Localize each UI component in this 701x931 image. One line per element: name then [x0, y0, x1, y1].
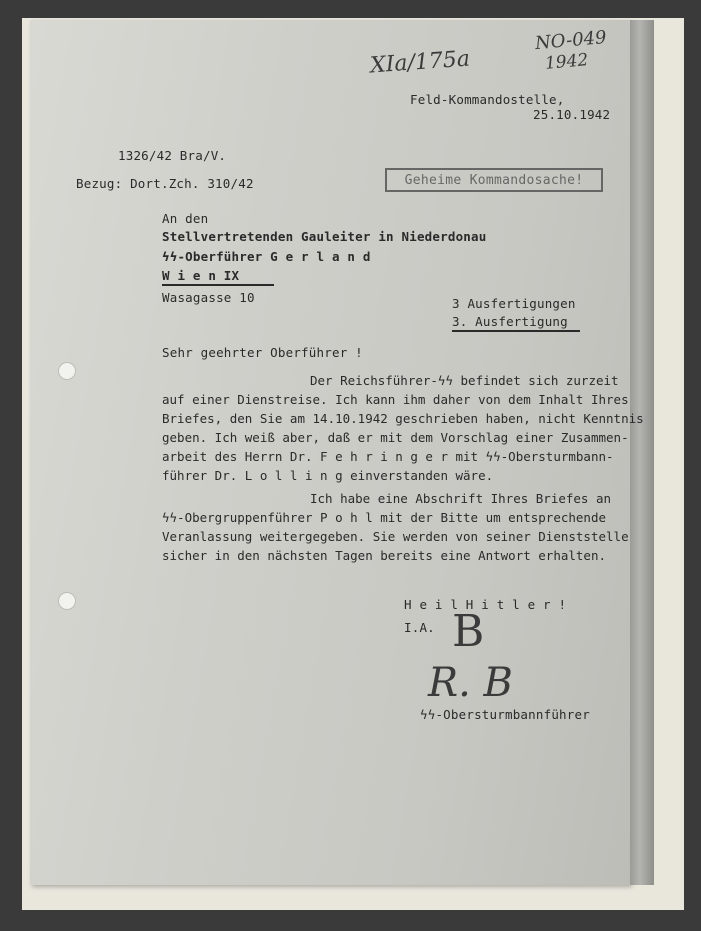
body-line: sicher in den nächsten Tagen bereits eine Antwort erhalten.	[162, 548, 607, 563]
body-line: arbeit des Herrn Dr. F e h r i n g e r mit ϟϟ-Obersturmbann-	[162, 449, 614, 464]
body-line: Briefes, den Sie am 14.10.1942 geschrieben haben, nicht Kenntnis	[162, 411, 644, 426]
reference-bezug: Bezug: Dort.Zch. 310/42	[76, 176, 254, 191]
copy-number: 3. Ausfertigung	[452, 314, 580, 332]
salutation: Sehr geehrter Oberführer !	[162, 345, 363, 360]
copies-total: 3 Ausfertigungen	[452, 296, 576, 311]
signatory-rank: ϟϟ-Obersturmbannführer	[420, 707, 590, 722]
letter-place: Feld-Kommandostelle,	[410, 92, 565, 107]
body-line: auf einer Dienstreise. Ich kann ihm daher von dem Inhalt Ihres	[162, 392, 629, 407]
body-line: Veranlassung weitergegeben. Sie werden von seiner Dienststelle	[162, 529, 629, 544]
handwritten-file-reference: XIa/175a	[369, 46, 471, 79]
address-line-4: W i e n IX	[162, 268, 274, 286]
body-line: führer Dr. L o l l i n g einverstanden wäre.	[162, 468, 494, 483]
closing-greeting: H e i l H i t l e r !	[404, 597, 567, 612]
body-line: ϟϟ-Obergruppenführer P o h l mit der Bitte um entsprechende	[162, 510, 607, 525]
body-paragraph-2	[162, 489, 642, 565]
address-line-1: An den	[162, 211, 209, 226]
classification-stamp: Geheime Kommandosache!	[385, 168, 603, 192]
body-line: Der Reichsführer-ϟϟ befindet sich zurzeit	[310, 373, 619, 388]
address-line-3: ϟϟ-Oberführer G e r l a n d	[162, 249, 371, 264]
handwritten-year: 1942	[544, 50, 590, 74]
reference-number: 1326/42 Bra/V.	[118, 148, 227, 163]
punch-hole	[58, 362, 76, 380]
handwritten-initial: B	[452, 606, 485, 657]
address-line-5: Wasagasse 10	[162, 290, 255, 305]
address-line-2: Stellvertretenden Gauleiter in Niederdonau	[162, 229, 487, 244]
handwritten-document-number: NO-049	[534, 26, 608, 55]
punch-hole	[58, 592, 76, 610]
body-line: geben. Ich weiß aber, daß er mit dem Vorschlag einer Zusammen-	[162, 430, 629, 445]
body-paragraph-1	[162, 371, 642, 485]
letter-date: 25.10.1942	[533, 107, 611, 122]
handwritten-signature: R. B	[428, 660, 513, 706]
body-line: Ich habe eine Abschrift Ihres Briefes an	[310, 491, 612, 506]
on-behalf-abbreviation: I.A.	[404, 620, 435, 635]
